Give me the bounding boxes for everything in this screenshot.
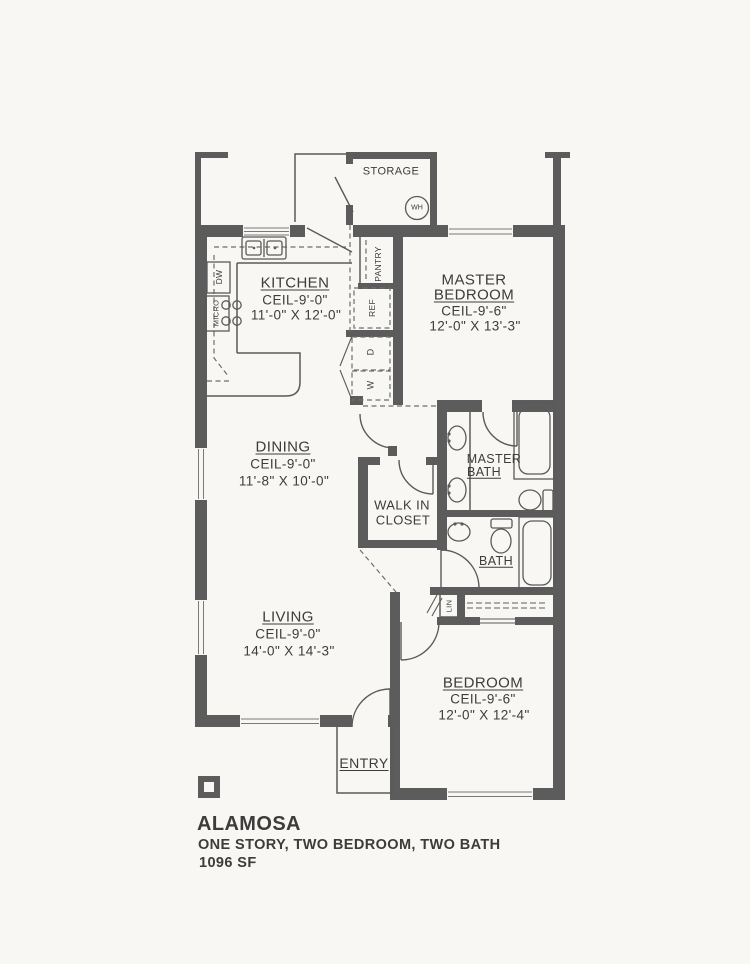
room-label-walkin-closet-2: CLOSET — [375, 512, 431, 528]
dryer-label: D — [365, 348, 376, 356]
dining-dimensions: 11'-8" X 10'-0" — [238, 473, 330, 489]
plan-subtitle: ONE STORY, TWO BEDROOM, TWO BATH — [198, 837, 501, 853]
bedroom-door — [401, 622, 439, 660]
room-label-master-bath-1: MASTER — [466, 451, 522, 466]
bath-tub — [519, 517, 555, 589]
master-bath-sinks — [447, 426, 466, 502]
room-label-bedroom: BEDROOM — [442, 674, 524, 692]
north-marker — [198, 776, 220, 798]
master-bath-door — [483, 412, 517, 446]
window-living-side — [195, 600, 207, 655]
water-heater-label: WH — [411, 204, 423, 212]
dishwasher-label: DW — [213, 269, 224, 285]
master-bedroom-dimensions: 12'-0" X 13'-3" — [429, 318, 521, 334]
bedroom-dimensions: 12'-0" X 12'-4" — [438, 707, 530, 723]
room-label-bath: BATH — [478, 553, 514, 568]
window-dining — [195, 448, 207, 500]
dining-ceiling: CEIL-9'-0" — [250, 456, 316, 472]
microwave-label: MICRO — [211, 299, 221, 327]
window-living-front — [240, 715, 320, 727]
refrigerator-label: REF — [366, 299, 377, 317]
bedroom-closet-shelf — [467, 603, 547, 608]
window-kitchen — [243, 225, 290, 237]
bedroom-closet-track — [480, 619, 515, 623]
range-burners — [222, 301, 241, 325]
window-bedroom — [447, 788, 533, 800]
master-bedroom-ceiling: CEIL-9'-6" — [441, 303, 507, 319]
window-master-bedroom — [448, 225, 513, 237]
bath-door — [441, 550, 479, 588]
room-label-walkin-closet-1: WALK IN — [374, 497, 430, 513]
plan-title: ALAMOSA — [197, 813, 301, 835]
room-label-storage: STORAGE — [362, 165, 420, 178]
kitchen-sink — [242, 237, 286, 259]
linen-label: LIN — [444, 599, 454, 613]
living-dimensions: 14'-0" X 14'-3" — [243, 643, 335, 659]
room-label-master-bedroom-1: MASTER — [441, 271, 507, 289]
hall-living-dashed — [360, 550, 396, 592]
room-label-master-bath-2: BATH — [466, 464, 502, 479]
room-label-master-bedroom-2: BEDROOM — [433, 286, 515, 304]
washer-dryer-bifold-door — [340, 336, 352, 400]
hall-door — [360, 414, 394, 448]
room-label-dining: DINING — [255, 438, 311, 456]
bath-toilet — [491, 519, 512, 553]
kitchen-dimensions: 11'-0" X 12'-0" — [250, 307, 342, 323]
master-bath-toilet — [519, 490, 553, 511]
living-ceiling: CEIL-9'-0" — [255, 626, 321, 642]
washer-label: W — [365, 380, 376, 390]
master-bath-tub — [514, 403, 555, 479]
kitchen-ceiling: CEIL-9'-0" — [262, 292, 328, 308]
room-label-living: LIVING — [262, 608, 314, 626]
bath-sink — [448, 522, 470, 541]
kitchen-back-door — [307, 228, 352, 252]
porch-outline — [295, 154, 346, 222]
storage-door — [335, 177, 353, 212]
room-label-kitchen: KITCHEN — [260, 274, 330, 292]
pantry-label: PANTRY — [372, 246, 383, 282]
plan-area: 1096 SF — [199, 855, 257, 871]
bedroom-ceiling: CEIL-9'-6" — [450, 691, 516, 707]
walkin-closet-door — [399, 460, 433, 494]
room-label-entry: ENTRY — [339, 755, 389, 771]
entry-door — [352, 689, 390, 727]
